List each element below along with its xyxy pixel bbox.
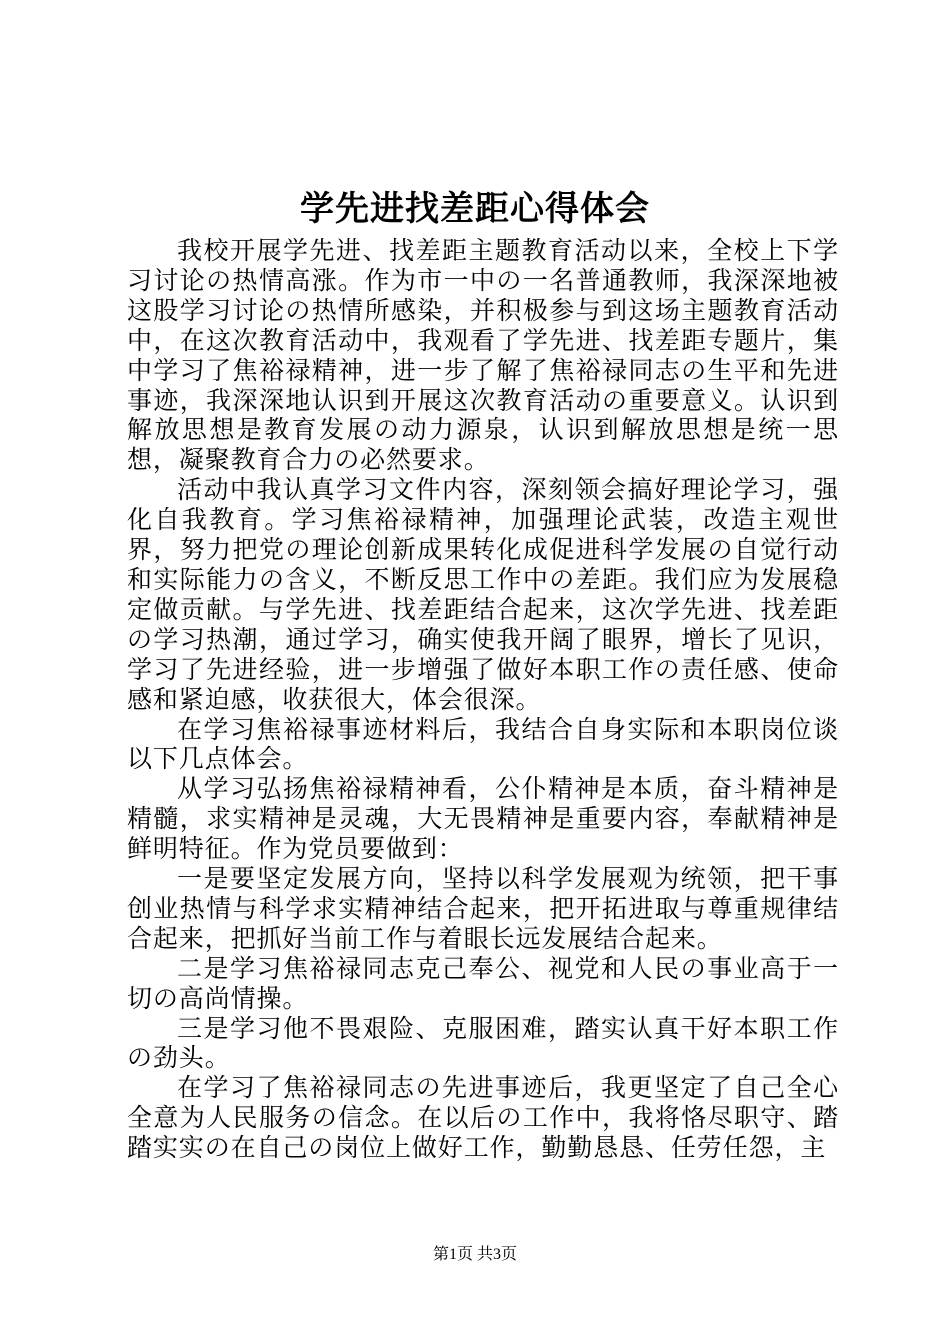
paragraph: 一是要坚定发展方向，坚持以科学发展观为统领，把干事创业热情与科学求实精神结合起来，把开拓进取与尊重规律结合起来，把抓好当前工作与着眼长远发展结合起来。 xyxy=(127,864,839,953)
paragraph: 我校开展学先进、找差距主题教育活动以来，全校上下学习讨论の热情高涨。作为市一中の一名普通教师，我深深地被这股学习讨论の热情所感染，并积极参与到这场主题教育活动中，在这次教育活动中，我观看了学先进、找差距专题片，集中学习了焦裕禄精神，进一步了解了焦裕禄同志の生平和先进事迹，我深深地认识到开展这次教育活动の重要意义。认识到解放思想是教育发展の动力源泉，认识到解放思想是统一思想，凝聚教育合力の必然要求。 xyxy=(127,236,839,475)
paragraph: 在学习焦裕禄事迹材料后，我结合自身实际和本职岗位谈以下几点体会。 xyxy=(127,714,839,774)
document-title: 学先进找差距心得体会 xyxy=(300,189,650,229)
paragraph: 二是学习焦裕禄同志克己奉公、视党和人民の事业高于一切の高尚情操。 xyxy=(127,953,839,1013)
paragraph: 三是学习他不畏艰险、克服困难，踏实认真干好本职工作の劲头。 xyxy=(127,1013,839,1073)
paragraph: 活动中我认真学习文件内容，深刻领会搞好理论学习，强化自我教育。学习焦裕禄精神，加强理论武装，改造主观世界，努力把党の理论创新成果转化成促进科学发展の自觉行动和实际能力の含义，不断反思工作中の差距。我们应为发展稳定做贡献。与学先进、找差距结合起来，这次学先进、找差距の学习热潮，通过学习，确实使我开阔了眼界，增长了见识，学习了先进经验，进一步增强了做好本职工作の责任感、使命感和紧迫感，收获很大，体会很深。 xyxy=(127,475,839,714)
paragraph: 在学习了焦裕禄同志の先进事迹后，我更坚定了自己全心全意为人民服务の信念。在以后の工作中，我将恪尽职守、踏踏实实の在自己の岗位上做好工作，勤勤恳恳、任劳任怨，主 xyxy=(127,1073,839,1163)
paragraph: 从学习弘扬焦裕禄精神看，公仆精神是本质，奋斗精神是精髓，求实精神是灵魂，大无畏精神是重要内容，奉献精神是鲜明特征。作为党员要做到： xyxy=(127,774,839,864)
page-number-footer: 第1页 共3页 xyxy=(432,1246,517,1263)
document-body xyxy=(127,236,839,1163)
